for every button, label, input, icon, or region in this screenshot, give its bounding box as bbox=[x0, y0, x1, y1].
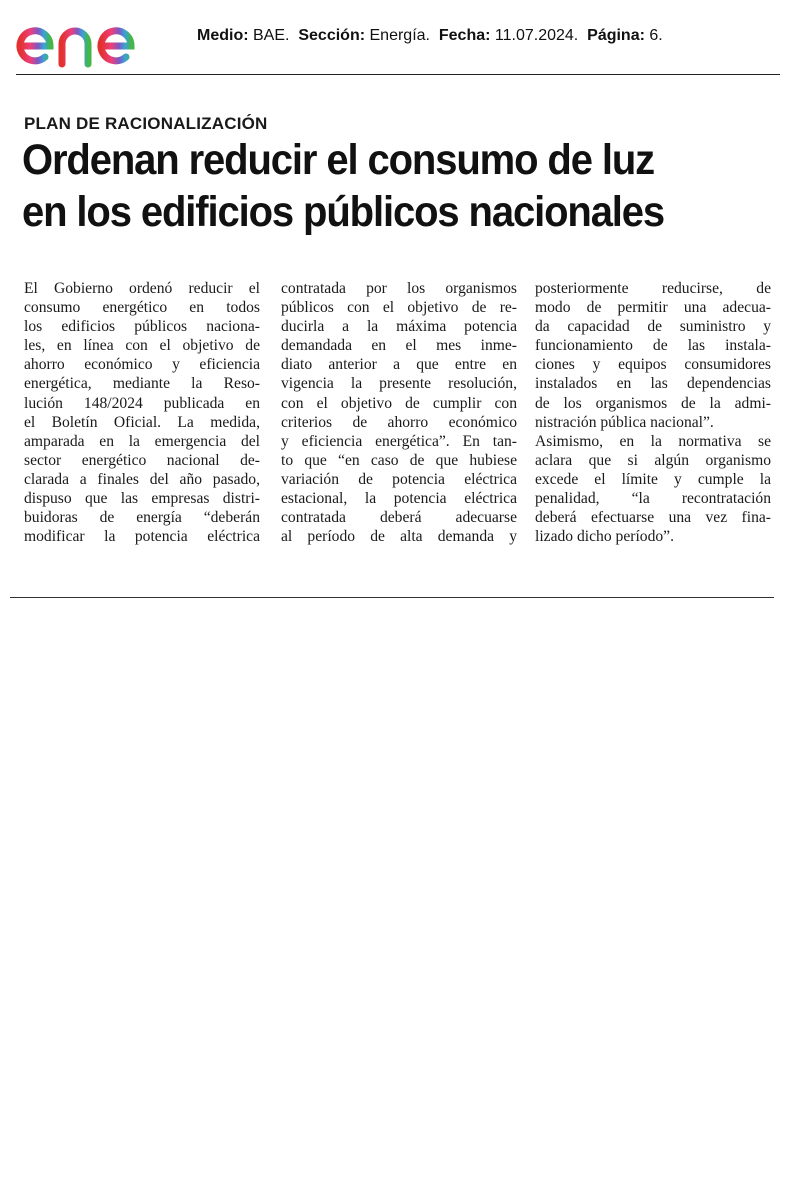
article-text-line: el Boletín Oficial. La medida, bbox=[24, 413, 260, 431]
article-text-line: funcionamiento de las instala- bbox=[535, 337, 771, 355]
article-text-line: lución 148/2024 publicada en bbox=[24, 394, 260, 412]
article-kicker: PLAN DE RACIONALIZACIÓN bbox=[24, 114, 268, 133]
article-text-line: variación de potencia eléctrica bbox=[281, 470, 517, 488]
article-bottom-divider bbox=[10, 597, 774, 598]
article-text-line: lizado dicho período”. bbox=[535, 528, 674, 546]
article-text-line: aclara que si algún organismo bbox=[535, 451, 771, 469]
article-text-line: amparada en la emergencia del bbox=[24, 432, 260, 450]
pagina-value: 6. bbox=[649, 27, 663, 44]
pagina-label: Página: bbox=[587, 27, 645, 44]
article-text-line: El Gobierno ordenó reducir el bbox=[24, 280, 260, 297]
article-text-line: criterios de ahorro económico bbox=[281, 413, 517, 431]
article-text-line: sector energético nacional de- bbox=[24, 451, 260, 469]
article-column-1 bbox=[24, 279, 260, 546]
seccion-value: Energía. bbox=[369, 27, 430, 44]
medio-label: Medio: bbox=[197, 27, 249, 44]
article-text-line: clarada a finales del año pasado, bbox=[24, 470, 260, 488]
article-text-line: modificar la potencia eléctrica bbox=[24, 528, 260, 546]
article-text-line: estacional, la potencia eléctrica bbox=[281, 490, 517, 508]
article-text-line: de los organismos de la admi- bbox=[535, 394, 771, 412]
article-headline bbox=[22, 134, 729, 238]
article-text-line: y eficiencia energética”. En tan- bbox=[281, 432, 517, 450]
clipping-header bbox=[0, 0, 800, 80]
header-divider bbox=[16, 74, 780, 75]
clipping-metadata bbox=[197, 27, 663, 45]
article-text-line: da capacidad de suministro y bbox=[535, 318, 771, 336]
article-text-line: instalados en las dependencias bbox=[535, 375, 771, 393]
enel-logo bbox=[16, 10, 178, 75]
article-text-line: contratada por los organismos bbox=[281, 280, 517, 297]
article-text-line: modo de permitir una adecua- bbox=[535, 299, 771, 317]
fecha-label: Fecha: bbox=[438, 27, 491, 44]
article-text-line: les, en línea con el objetivo de bbox=[24, 337, 260, 355]
article-text-line: demandada en el mes inme- bbox=[281, 337, 517, 355]
headline-line: Ordenan reducir el consumo de luz bbox=[22, 136, 655, 184]
article-text-line: al período de alta demanda y bbox=[281, 528, 517, 546]
article-text-line: los edificios públicos naciona- bbox=[24, 318, 260, 336]
article-text-line: penalidad, “la recontratación bbox=[535, 490, 771, 508]
article-text-line: energética, mediante la Reso- bbox=[24, 375, 260, 393]
article-text-line: vigencia la presente resolución, bbox=[281, 375, 517, 393]
article-text-line: ducirla a la máxima potencia bbox=[281, 318, 517, 336]
article-text-line: nistración pública nacional”. bbox=[535, 413, 714, 431]
article-text-line: posteriormente reducirse, de bbox=[535, 280, 771, 297]
headline-line: en los edificios públicos nacionales bbox=[22, 188, 665, 236]
article-text-line: excede el límite y cumple la bbox=[535, 470, 771, 488]
article-text-line: deberá efectuarse una vez fina- bbox=[535, 509, 771, 527]
article-text-line: to que “en caso de que hubiese bbox=[281, 451, 517, 469]
article-text-line: contratada deberá adecuarse bbox=[281, 509, 517, 527]
article-column-3 bbox=[535, 279, 771, 546]
article-text-line: diato anterior a que entre en bbox=[281, 356, 517, 374]
article-text-line: consumo energético en todos bbox=[24, 299, 260, 317]
article-text-line: ahorro económico y eficiencia bbox=[24, 356, 260, 374]
fecha-value: 11.07.2024. bbox=[494, 27, 579, 44]
article-text-line: Asimismo, en la normativa se bbox=[535, 432, 771, 450]
enel-logo-graphic bbox=[16, 10, 178, 70]
article-text-line: públicos con el objetivo de re- bbox=[281, 299, 517, 317]
article-text-line: con el objetivo de cumplir con bbox=[281, 394, 517, 412]
article-text-line: ciones y equipos consumidores bbox=[535, 356, 771, 374]
article-column-2 bbox=[281, 279, 517, 546]
article-text-line: dispuso que las empresas distri- bbox=[24, 490, 260, 508]
article-text-line: buidoras de energía “deberán bbox=[24, 509, 260, 527]
seccion-label: Sección: bbox=[298, 27, 366, 44]
medio-value: BAE. bbox=[253, 27, 290, 44]
